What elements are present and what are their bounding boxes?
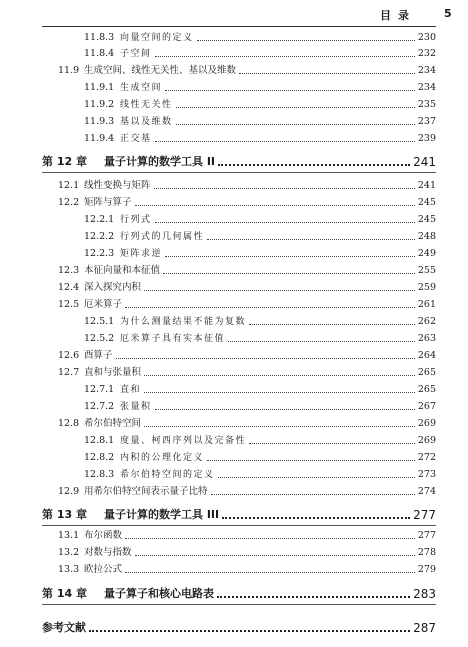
entry-number: 12.7.2 [84,401,115,412]
chapter-entry [0,154,468,170]
entry-title: 线性变换与矩阵 [84,180,151,191]
entry-number: 11.9.4 [84,133,115,144]
entry-title: 生成空间 [120,83,163,93]
dot-leader [197,40,415,41]
dot-leader [144,290,415,291]
entry-title: 量子计算的数学工具 III [104,508,220,521]
dot-leader [217,596,410,598]
section-entry [0,546,468,560]
entry-title: 矩阵求逆 [120,249,163,259]
entry-page: 234 [417,82,436,93]
dot-leader [155,409,415,410]
entry-page: 237 [417,116,436,127]
entry-number: 第 14 章 [42,587,87,600]
entry-page: 241 [417,180,436,191]
entry-title: 张量积 [120,402,152,412]
entry-title: 厄米算子 [84,299,123,310]
references-entry [0,620,468,636]
entry-number: 12.2.3 [84,248,115,259]
chapter-entry [0,586,468,602]
entry-title: 直和 [120,385,142,395]
entry-page: 235 [417,99,436,110]
entry-page: 234 [417,65,436,76]
section-entry [0,485,468,499]
entry-title: 参考文献 [42,621,86,634]
entry-page: 262 [417,316,436,327]
section-entry [0,196,468,210]
entry-page: 267 [417,401,436,412]
page-header [0,7,468,27]
entry-page: 232 [417,48,436,59]
section-entry [0,529,468,543]
entry-page: 248 [417,231,436,242]
subsection-entry [0,315,468,329]
entry-page: 287 [413,621,436,635]
section-entry [0,64,468,78]
dot-leader [218,477,415,478]
dot-leader [249,324,415,325]
entry-number: 11.9.2 [84,99,115,110]
dot-leader [116,358,415,359]
entry-page: 279 [417,564,436,575]
entry-number: 12.8 [58,418,80,429]
entry-title: 希尔伯特空间 [84,418,142,429]
entry-page: 269 [417,418,436,429]
subsection-entry [0,434,468,448]
entry-page: 263 [417,333,436,344]
entry-page: 277 [417,530,436,541]
entry-number: 第 13 章 [42,508,87,521]
entry-number: 13.3 [58,564,80,575]
dot-leader [155,56,415,57]
subsection-entry [0,332,468,346]
subsection-entry [0,115,468,129]
entry-page: 249 [417,248,436,259]
subsection-entry [0,98,468,112]
entry-number: 12.5 [58,299,80,310]
subsection-entry [0,230,468,244]
entry-page: 245 [417,197,436,208]
chapter-entry [0,507,468,523]
entry-page: 272 [417,452,436,463]
dot-leader [155,222,415,223]
dot-leader [239,73,415,74]
entry-title: 生成空间、线性无关性、基以及维数 [84,65,237,76]
entry-title: 厄米算子具有实本征值 [120,334,226,344]
dot-leader [144,426,415,427]
entry-title: 对数与指数 [84,547,132,558]
dot-leader [163,273,415,274]
entry-title: 深入探究内积 [84,282,142,293]
entry-title: 希尔伯特空间的定义 [120,470,215,480]
entry-title: 量子算子和核心电路表 [104,587,214,600]
subsection-entry [0,468,468,482]
section-entry [0,417,468,431]
subsection-entry [0,47,468,61]
dot-leader [165,90,415,91]
entry-page: 239 [417,133,436,144]
entry-number: 12.2 [58,197,80,208]
entry-number: 13.1 [58,530,80,541]
entry-page: 261 [417,299,436,310]
entry-page: 274 [417,486,436,497]
entry-title: 用希尔伯特空间表示量子比特 [84,486,208,497]
dot-leader [125,572,415,573]
dot-leader [154,188,415,189]
dot-leader [125,307,415,308]
entry-number: 12.2.2 [84,231,115,242]
dot-leader [176,107,415,108]
entry-page: 269 [417,435,436,446]
entry-number: 第 12 章 [42,155,87,168]
subsection-entry [0,81,468,95]
entry-number: 11.9.3 [84,116,115,127]
section-entry [0,349,468,363]
entry-number: 11.9.1 [84,82,115,93]
entry-title: 本征向量和本征值 [84,265,161,276]
entry-number: 12.8.2 [84,452,115,463]
entry-title: 线性无关性 [120,100,173,110]
entry-title: 正交基 [120,134,152,144]
entry-number: 12.9 [58,486,80,497]
entry-number: 12.2.1 [84,214,115,225]
entry-page: 265 [417,367,436,378]
entry-number: 12.6 [58,350,80,361]
entry-page: 273 [417,469,436,480]
entry-number: 12.7 [58,367,80,378]
dot-leader [218,164,410,166]
subsection-entry [0,213,468,227]
header-rule [42,26,436,27]
subsection-entry [0,132,468,146]
subsection-entry [0,400,468,414]
chapter-rule [42,604,436,605]
dot-leader [135,205,415,206]
section-entry [0,366,468,380]
chapter-rule [42,172,436,173]
dot-leader [144,375,415,376]
section-entry [0,179,468,193]
entry-number: 12.5.2 [84,333,115,344]
section-entry [0,298,468,312]
entry-page: 264 [417,350,436,361]
entry-number: 11.8.4 [84,48,115,59]
subsection-entry [0,383,468,397]
entry-title: 子空间 [120,49,152,59]
entry-title: 欧拉公式 [84,564,123,575]
entry-page: 230 [417,32,436,43]
entry-page: 259 [417,282,436,293]
running-title: 目录 [380,9,416,22]
entry-page: 255 [417,265,436,276]
entry-title: 度量、柯西序列以及完备性 [120,436,247,446]
entry-page: 265 [417,384,436,395]
dot-leader [222,517,410,519]
dot-leader [211,494,415,495]
entry-number: 12.1 [58,180,80,191]
entry-title: 基以及维数 [120,117,173,127]
dot-leader [207,460,415,461]
page-number: 5 [444,7,452,20]
entry-page: 283 [413,587,436,601]
subsection-entry [0,31,468,45]
entry-number: 12.4 [58,282,80,293]
entry-number: 12.8.1 [84,435,115,446]
entry-title: 向量空间的定义 [120,33,194,43]
entry-number: 13.2 [58,547,80,558]
entry-page: 241 [413,155,436,169]
entry-page: 278 [417,547,436,558]
entry-title: 直和与张量积 [84,367,142,378]
dot-leader [89,630,410,632]
chapter-rule [42,525,436,526]
dot-leader [144,392,415,393]
entry-title: 行列式 [120,215,152,225]
entry-page: 245 [417,214,436,225]
entry-title: 量子计算的数学工具 II [104,155,216,168]
entry-number: 11.9 [58,65,80,76]
section-entry [0,281,468,295]
entry-title: 布尔函数 [84,530,123,541]
dot-leader [228,341,415,342]
entry-title: 内积的公理化定义 [120,453,205,463]
dot-leader [207,239,415,240]
entry-number: 12.5.1 [84,316,115,327]
dot-leader [176,124,415,125]
entry-title: 矩阵与算子 [84,197,132,208]
dot-leader [165,256,415,257]
entry-number: 12.8.3 [84,469,115,480]
dot-leader [155,141,415,142]
section-entry [0,264,468,278]
entry-number: 12.7.1 [84,384,115,395]
dot-leader [125,538,415,539]
dot-leader [135,555,415,556]
entry-title: 酉算子 [84,350,113,361]
entry-page: 277 [413,508,436,522]
entry-title: 为什么测量结果不能为复数 [120,317,247,327]
entry-title: 行列式的几何属性 [120,232,205,242]
section-entry [0,563,468,577]
subsection-entry [0,247,468,261]
entry-number: 12.3 [58,265,80,276]
subsection-entry [0,451,468,465]
entry-number: 11.8.3 [84,32,115,43]
dot-leader [249,443,415,444]
